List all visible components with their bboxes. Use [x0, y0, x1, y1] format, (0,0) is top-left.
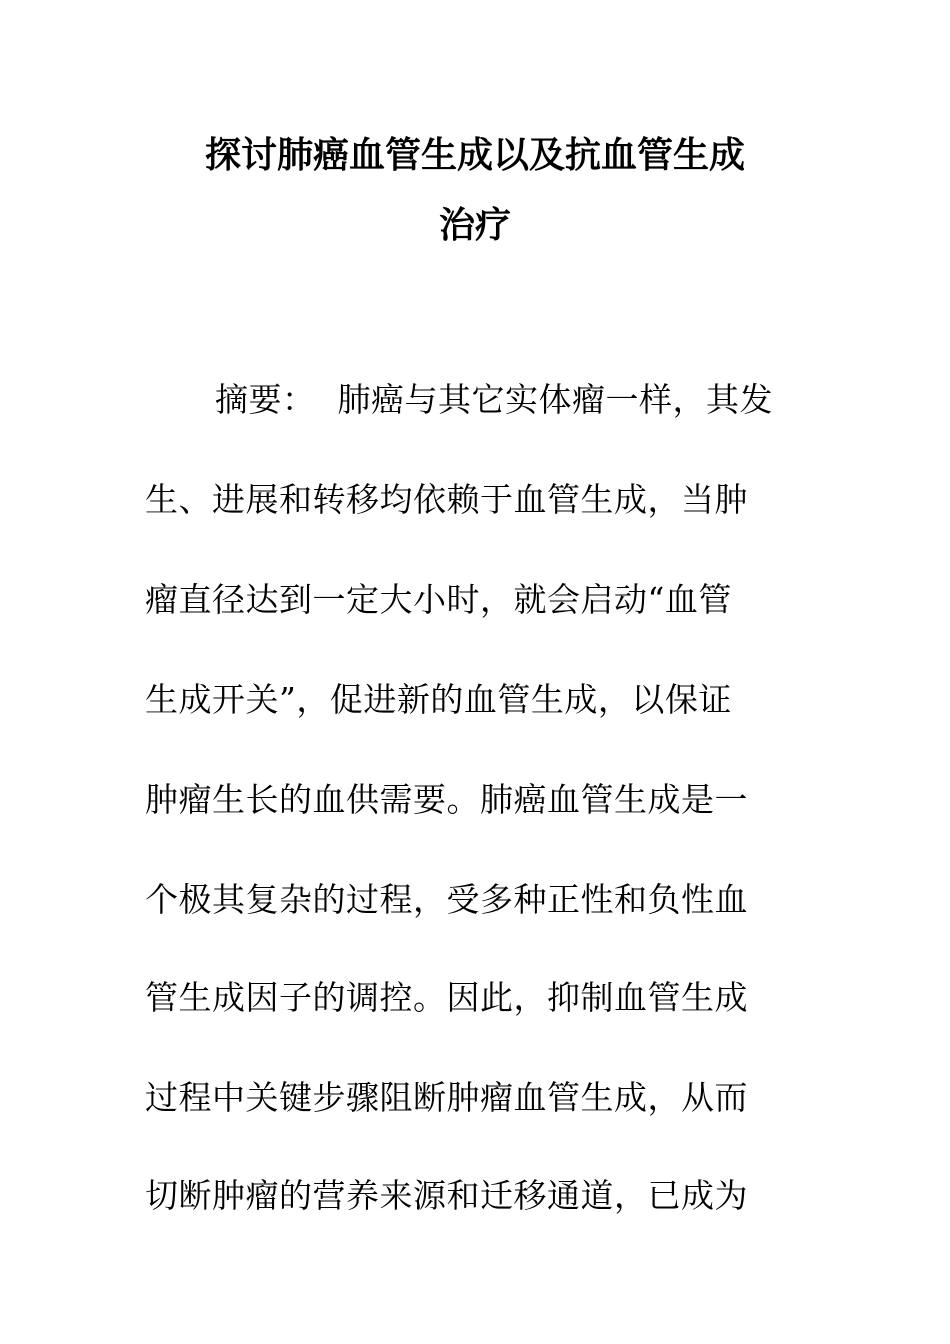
abstract-first-line	[215, 380, 773, 420]
abstract-text-line-7: 管生成因子的调控。因此，抑制血管生成	[145, 978, 748, 1017]
abstract-label: 摘要：	[215, 380, 316, 419]
abstract-text-line-4: 生成开关”，促进新的血管生成，以保证	[145, 680, 732, 719]
document-title-line-2: 治疗	[438, 204, 511, 246]
abstract-text-line-6: 个极其复杂的过程，受多种正性和负性血	[145, 880, 748, 919]
abstract-text-line-3: 瘤直径达到一定大小时，就会启动“血管	[145, 580, 732, 619]
abstract-text-line-8: 过程中关键步骤阻断肿瘤血管生成，从而	[145, 1078, 748, 1117]
document-title-line-1: 探讨肺癌血管生成以及抗血管生成	[204, 134, 745, 176]
abstract-text-line-1: 肺癌与其它实体瘤一样，其发	[337, 380, 773, 419]
abstract-text-line-5: 肿瘤生长的血供需要。肺癌血管生成是一	[145, 780, 748, 819]
abstract-text-line-9: 切断肿瘤的营养来源和迁移通道，已成为	[145, 1176, 748, 1215]
abstract-text-line-2: 生、进展和转移均依赖于血管生成，当肿	[145, 480, 748, 519]
